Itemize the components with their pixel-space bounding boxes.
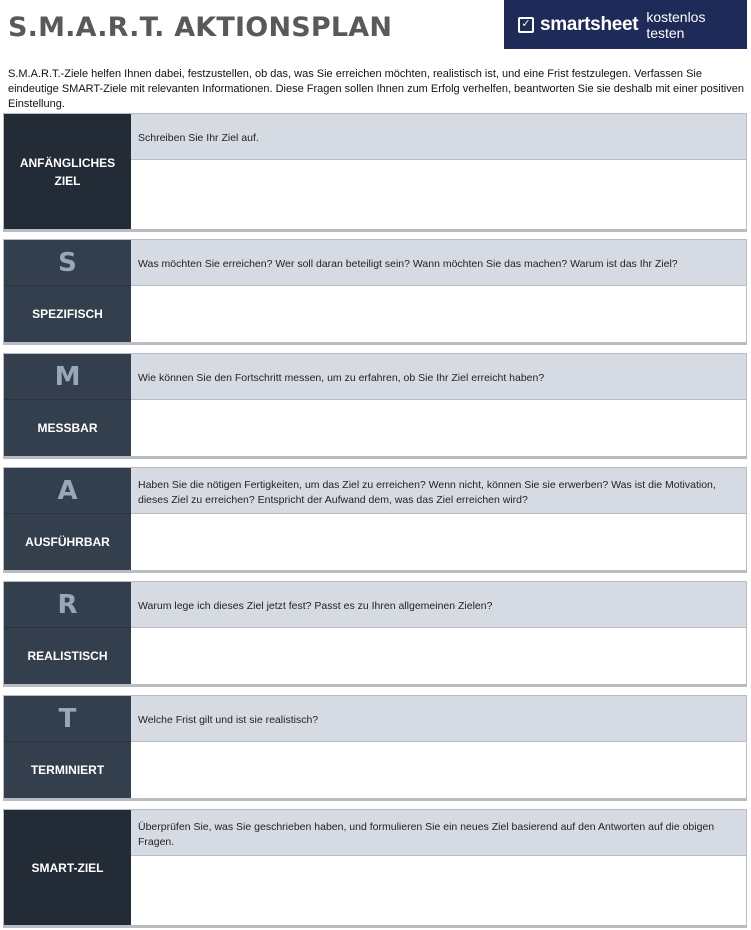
section-side-panel [4,468,131,570]
section-prompt: Haben Sie die nötigen Fertigkeiten, um das Ziel zu erreichen? Wenn nicht, können Sie sie erwerben? Was ist die Motivation, dieses Ziel zu erreichen? Entspricht der Aufwand dem, was das Ziel erreichen wird? [131,468,746,514]
section-label: MESSBAR [37,421,98,435]
smartsheet-trial-button[interactable] [504,0,747,49]
section-prompt: Überprüfen Sie, was Sie geschrieben haben, und formulieren Sie ein neues Ziel basierend auf den Antworten auf die obigen Fragen. [131,810,746,856]
checkmark-icon: ✓ [518,17,534,33]
section-initial-goal [3,113,747,232]
section-timed [3,695,747,801]
section-letter: M [54,361,81,392]
brand-name: smartsheet [539,13,639,35]
section-letter: T [58,703,77,734]
section-letter: R [57,589,78,620]
section-prompt: Warum lege ich dieses Ziel jetzt fest? Passt es zu Ihren allgemeinen Zielen? [131,582,746,628]
section-prompt: Was möchten Sie erreichen? Wer soll daran beteiligt sein? Wann möchten Sie das machen? Warum ist das Ihr Ziel? [131,240,746,286]
achievable-answer-field[interactable] [131,514,746,570]
specific-answer-field[interactable] [131,286,746,342]
section-side-panel [4,582,131,684]
section-side-panel [4,240,131,342]
section-side-panel [4,354,131,456]
section-prompt: Welche Frist gilt und ist sie realistisch? [131,696,746,742]
section-label: SMART-ZIEL [31,860,104,875]
section-prompt: Schreiben Sie Ihr Ziel auf. [131,114,746,160]
section-side-panel [4,810,131,925]
section-prompt: Wie können Sie den Fortschritt messen, um zu erfahren, ob Sie Ihr Ziel erreicht haben? [131,354,746,400]
section-specific [3,239,747,345]
section-smart-goal [3,809,747,928]
initial-goal-answer-field[interactable] [131,160,746,229]
measurable-answer-field[interactable] [131,400,746,456]
section-label: AUSFÜHRBAR [25,535,110,549]
section-label: REALISTISCH [27,649,108,663]
brand-cta: kostenlos testen [646,8,706,41]
section-side-panel [4,114,131,229]
page-title: S.M.A.R.T. AKTIONSPLAN [8,12,393,43]
realistic-answer-field[interactable] [131,628,746,684]
section-measurable [3,353,747,459]
section-side-panel [4,696,131,798]
section-label: ANFÄNGLICHES ZIEL [19,155,116,188]
smart-goal-answer-field[interactable] [131,856,746,925]
section-letter: S [58,247,77,278]
section-achievable [3,467,747,573]
section-letter: A [57,475,78,506]
section-label: SPEZIFISCH [32,307,103,321]
intro-text: S.M.A.R.T.-Ziele helfen Ihnen dabei, festzustellen, ob das, was Sie erreichen möchten, realistisch ist, und eine Frist festzulegen. Verfassen Sie eindeutige SMART-Ziele mit relevanten Informationen. Diese Fragen sollen Ihnen zum Erfolg verhelfen, beantworten Sie sie deshalb mit einer positiven Einstellung. [8,68,744,110]
section-realistic [3,581,747,687]
section-label: TERMINIERT [30,763,105,777]
timed-answer-field[interactable] [131,742,746,798]
